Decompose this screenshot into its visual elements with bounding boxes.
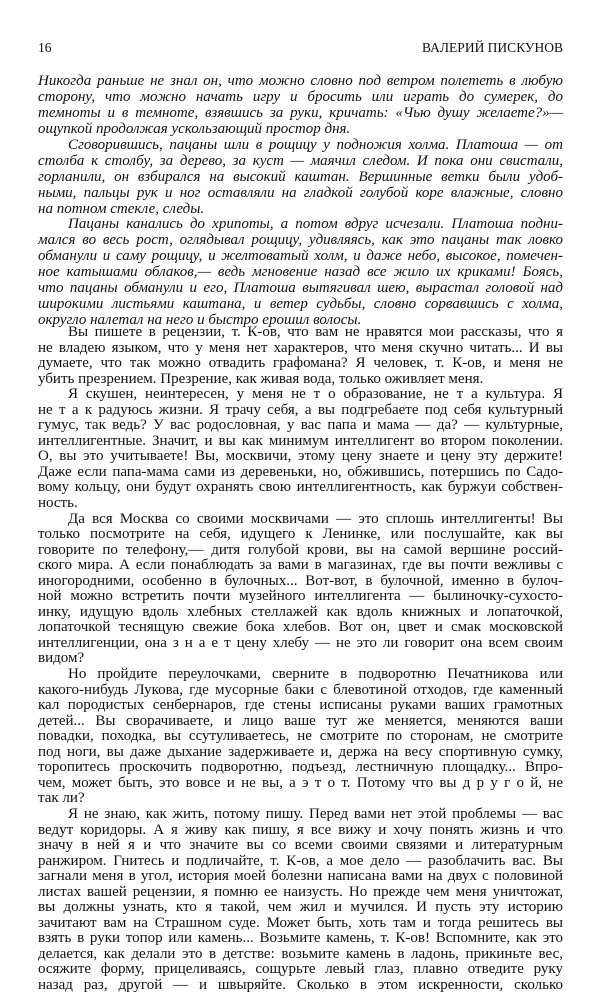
page-number: 16 <box>38 40 52 55</box>
text-line: Я скушен, неинтересен, у меня не т о образование, не т а культура. Я <box>68 386 563 403</box>
text-line: округло налетал на него и быстро ерошил волосы. <box>38 312 362 329</box>
text-line: иногородними, особенно в булочных... Вот-вот, в булочной, именно в булоч- <box>38 572 563 589</box>
text-line: интеллигенции, она з н а е т цену хлебу — не это ли говорит она всем своим <box>38 634 563 651</box>
running-title: ВАЛЕРИЙ ПИСКУНОВ <box>422 40 563 55</box>
text-line: ность. <box>38 495 78 512</box>
text-line: Вы пишете в рецензии, т. К-ов, что вам не нравятся мои рассказы, что я <box>68 324 563 340</box>
text-line: ной можно встретить почти музейного интеллигента — былиночку-сухосто- <box>38 588 563 605</box>
text-line: не т а к радуюсь жизни. Я трачу себя, а вы подгребаете под себя культурный <box>38 401 563 418</box>
text-line: ведут коридоры. А я живу как пишу, я все вижу и хочу понять жизнь и что <box>38 821 563 838</box>
text-line: видом? <box>38 650 85 667</box>
text-line: значу в ней я и что значите вы со всеми своими связями и литературным <box>38 837 563 854</box>
text-line: Я не знаю, как жить, потому пишу. Перед вами нет этой проблемы — вас <box>68 805 563 822</box>
text-line: листах вашей рецензии, я помню ее наизусть. Но прежде чем меня уничтожат, <box>38 883 563 900</box>
text-line: мался во весь рост, оглядывал рощицу, удивляясь, как это пацаны так ловко <box>38 232 563 249</box>
text-line: широкими листьями каштана, и ветер судьбы, словно сорвавшись с холма, <box>38 296 563 313</box>
text-line: О, вы это учитываете! Вы, москвичи, этому цену знаете и цену эту держите! <box>38 448 563 465</box>
text-line: гумус, так ведь? У вас родословная, у вас папа и мама — да? — культурные, <box>38 417 563 434</box>
text-line: убить презрением. Презрение, как живая вода, только оживляет меня. <box>38 370 484 387</box>
text-line: что пацаны обманули и его, Платоша вытягивал шею, вырастал головой над <box>38 280 563 297</box>
text-line: Сговорившись, пацаны шли в рощицу у подножия холма. Платоша — от <box>68 136 563 153</box>
paragraph <box>38 512 563 667</box>
text-line: Никогда раньше не знал он, что можно словно под ветром полететь в любую <box>38 73 563 89</box>
text-line: осяжите форму, прицеливаясь, сощурьте левый глаз, плавно отведите руку <box>38 961 563 978</box>
text-line: думаете, что так можно отвадить графомана? Я человек, т. К-ов, и меня не <box>38 355 563 372</box>
text-line: под ноги, вы даже дыхание задерживаете и, держа на весу спортивную сумку, <box>38 743 563 760</box>
text-line: вому кольцу, они будут охранять свою интеллигентность, как буржуи собствен- <box>38 479 563 496</box>
text-line: повадки, походка, вы ссутуливаетесь, не смотрите по сторонам, не смотрите <box>38 728 563 745</box>
text-line: инку, идущую вдоль хлебных стеллажей как вдоль книжных и лопаточкой, <box>38 603 563 620</box>
text-line: ского мира. А если понаблюдать за вами в магазинах, где вы почти вежливы с <box>38 557 563 574</box>
italic-excerpt <box>38 74 563 329</box>
paragraph <box>38 217 563 329</box>
text-line: назад раз, другой — и швыряйте. Сколько в этом искренности, сколько <box>38 976 563 993</box>
text-line: Даже если папа-мама сами из деревеньки, но, обжившись, потершись по Садо- <box>38 463 563 480</box>
paragraph <box>38 325 563 387</box>
text-line: зачитают вам на Страшном суде. Может быть, хоть там и тогда решитесь вы <box>38 914 563 931</box>
paragraph <box>38 807 563 994</box>
text-line: столба к столбу, за дерево, за куст — маячил следом. И пока они свистали, <box>38 152 563 169</box>
text-line: ными, пальцы рук и ног оставляли на гладкой голубой коре влажные, словно <box>38 184 563 201</box>
text-line: вы должны узнать, кто я такой, чем жил и мучился. И пусть эту историю <box>38 899 563 916</box>
text-line: Да вся Москва со своими москвичами — это сплошь интеллигенты! Вы <box>68 510 563 527</box>
text-line: горланили, он взбирался на высокий каштан. Вершинные ветки были удоб- <box>38 168 563 185</box>
text-line: на потном стекле, следы. <box>38 200 205 217</box>
main-text <box>38 325 563 994</box>
text-line: темноты и в темноте, взявшись за руки, кричать: «Чью душу желаете?»— <box>38 104 563 121</box>
text-line: чем, может быть, это вовсе и не вы, а э т о т. Потому что вы д р у г о й, не <box>38 774 563 791</box>
text-line: загнали меня в угол, история моей болезни написана вами на двух с половиной <box>38 868 563 885</box>
paragraph <box>38 387 563 511</box>
page-header <box>38 40 563 58</box>
text-line: торопитесь проскочить подворотню, подъезд, лестничную площадку... Впро- <box>38 759 563 776</box>
text-line: Но пройдите переулочками, сверните в подворотню Печатникова или <box>68 666 563 683</box>
text-line: Пацаны канались до хрипоты, а потом вдруг исчезали. Платоша подни- <box>68 216 563 233</box>
text-line: говорите по телефону,— дитя голубой крови, вы на самой вершине россий- <box>38 541 563 558</box>
text-line: обманули и саму рощицу, и желтоватый холм, и даже небо, высокое, помечен- <box>38 248 563 265</box>
paragraph <box>38 667 563 807</box>
text-line: ранжиром. Гнитесь и подличайте, т. К-ов, а мое дело — разоблачить вас. Вы <box>38 852 563 869</box>
text-line: ное катышами облаков,— ведь мгновение назад все жило их криками! Боясь, <box>38 264 563 281</box>
text-line: ощупкой продолжая ускользающий простор дня. <box>38 120 351 137</box>
text-line: какого-нибудь Лукова, где мусорные баки с блевотиной отходов, где каменный <box>38 681 563 698</box>
paragraph <box>38 138 563 218</box>
text-line: кал породистых сенбернаров, где стены исписаны руками ваших грамотных <box>38 697 563 714</box>
text-line: взять в руки топор или камень... Возьмите камень, т. К-ов! Вспомните, как это <box>38 930 563 947</box>
text-line: делается, как делали это в детстве: возьмите камень в ладонь, прикиньте вес, <box>38 945 563 962</box>
text-line: только посмотрите на себя, идущего к Ленинке, или послушайте, как вы <box>38 526 563 543</box>
paragraph <box>38 74 563 138</box>
text-line: лопаточкой теснящую свежие бока хлебов. Вот он, цвет и смак московской <box>38 619 563 636</box>
text-line: сторону, что можно начать игру и бросить или играть до сумерек, до <box>38 88 563 105</box>
text-line: интеллигентные. Значит, и вы как минимум интеллигент во втором поколении. <box>38 432 563 449</box>
text-line: не владею языком, что у меня нет характеров, что меня скучно читать... И вы <box>38 339 563 356</box>
text-line: так ли? <box>38 790 85 807</box>
text-line: детей... Вы сворачиваете, и лицо ваше тут же меняется, меняются ваши <box>38 712 563 729</box>
